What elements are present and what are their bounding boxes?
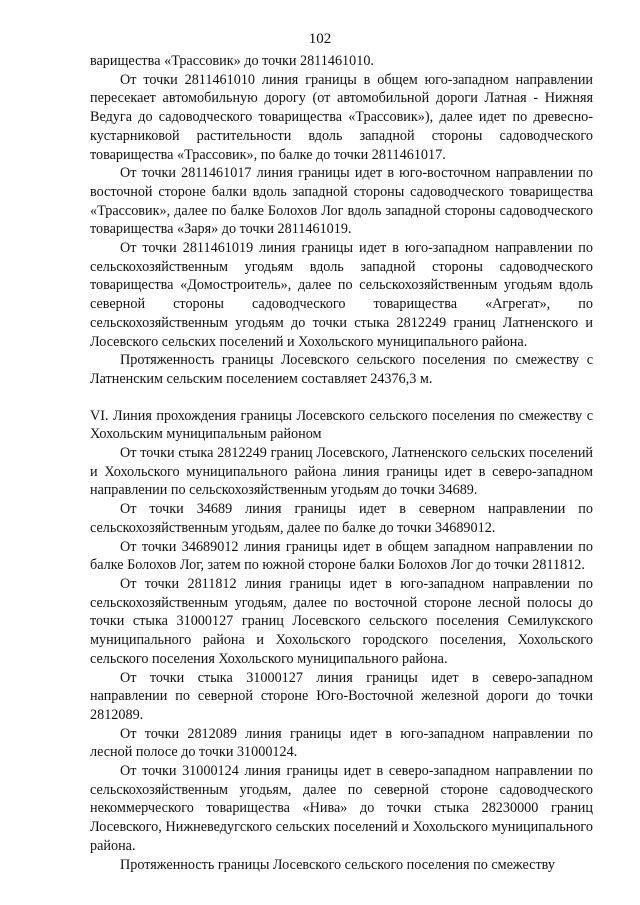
paragraph: От точки 2811461017 линия границы идет в юго-восточном направлении по восточной стороне балки вдоль западной стороны садоводческого товарищества «Трассовик», далее по балке Болохов Лог вдоль западной стороны садоводческого товарищества «Заря» до точки 2811461019. [90, 165, 593, 238]
paragraph: От точки стыка 31000127 линия границы идет в северо-западном направлении по северной стороне Юго-Восточной железной дороги до точки 2812089. [90, 669, 593, 723]
paragraph: От точки стыка 2812249 границ Лосевского, Латненского сельских поселений и Хохольского муниципального района линия границы идет в северо-западном направлении по сельскохозяйственным угодьям до точки 34689. [90, 445, 593, 499]
paragraph: От точки 34689012 линия границы идет в общем западном направлении по балке Болохов Лог, затем по южной стороне балки Болохов Лог до точки 2811812. [90, 538, 593, 574]
paragraph-continuation: вариществa «Трассовик» до точки 2811461010. [90, 53, 374, 69]
paragraph: От точки 2811461019 линия границы идет в юго-западном направлении по сельскохозяйственным угодьям вдоль западной стороны садоводческого товарищества «Домостроитель», далее по сельскохозяйственным угодьям вдоль северной стороны садоводческого товарищества «Агрегат», по сельскохозяйственным угодьям до точки стыка 2812249 границ Латненского и Лосевского сельских поселений и Хохольского муниципального района. [90, 240, 593, 350]
paragraph: От точки 2811812 линия границы идет в юго-западном направлении по сельскохозяйственным угодьям, далее по восточной стороне лесной полосы до точки стыка 31000127 границ Лосевского сельского поселения Семилукского муниципального района и Хохольского городского поселения, Хохольского сельского поселения Хохольского муниципального района. [90, 575, 593, 667]
paragraph: От точки 31000124 линия границы идет в северо-западном направлении по сельскохозяйственным угодьям, далее по северной стороне садоводческого некоммерческого товарищества «Нива» до точки стыка 28230000 границ Лосевского, Нижневедугского сельских поселений и Хохольского муниципального района. [90, 763, 593, 854]
document-body [90, 52, 593, 874]
section-heading: VI. Линия прохождения границы Лосевского сельского поселения по смежеству с Хохольским муниципальным районом [90, 407, 593, 443]
paragraph-length-summary: Протяженность границы Лосевского сельского поселения по смежеству [120, 856, 555, 873]
paragraph: От точки 34689 линия границы идет в северном направлении по сельскохозяйственным угодьям, далее по балке до точки 34689012. [90, 501, 593, 536]
paragraph: От точки 2811461010 линия границы в общем юго-западном направлении пересекает автомобильную дорогу (от автомобильной дороги Латная - Нижняя Ведуга до садоводческого товарищества «Трассовик»), далее идет по древесно-кустарниковой растительности вдоль западной стороны садоводческого товарищества «Трассовик», по балке до точки 2811461017. [90, 71, 593, 163]
paragraph: От точки 2812089 линия границы идет в юго-западном направлении по лесной полосе до точки 31000124. [90, 725, 593, 761]
page-number: 102 [308, 31, 332, 47]
paragraph-length-summary: Протяженность границы Лосевского сельского поселения по смежеству с Латненским сельским поселением составляет 24376,3 м. [90, 352, 593, 387]
